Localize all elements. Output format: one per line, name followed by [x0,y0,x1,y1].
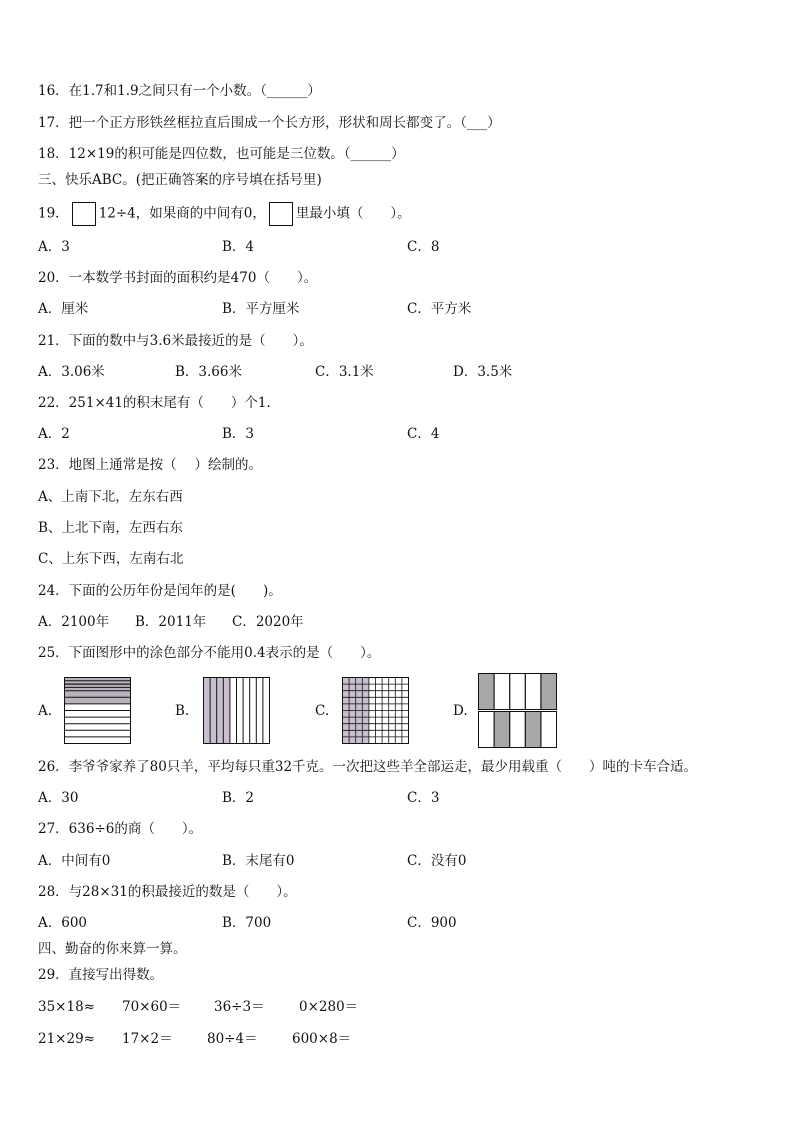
q26-option-b: B．2 [222,790,255,806]
question-22: 22．251×41的积末尾有（ ）个1. [38,395,271,411]
calc-item: 17×2＝ [122,1031,173,1047]
question-17: 17．把一个正方形铁丝框拉直后围成一个长方形，形状和周长都变了。（___） [38,115,501,131]
figure-a-horizontal-stripes [64,677,132,745]
question-21: 21．下面的数中与3.6米最接近的是（ ）。 [38,333,313,349]
question-20: 20．一本数学书封面的面积约是470（ ）。 [38,270,318,286]
q23-option-a: A、上南下北，左东右西 [38,489,183,505]
digit-box [269,202,293,226]
q28-option-c: C．900 [407,915,457,931]
figure-d-label: D. [453,703,468,719]
q24-option-c: C．2020年 [232,614,304,630]
figure-a-label: A. [38,703,53,719]
figure-b-label: B. [175,703,190,719]
q20-option-b: B．平方厘米 [222,301,300,317]
q19-option-c: C．8 [407,239,440,255]
q20-option-c: C．平方米 [407,301,472,317]
figure-d-shaded [525,712,541,748]
q27-option-a: A．中间有0 [38,853,111,869]
figure-d-cell [510,674,526,710]
q27-option-c: C．没有0 [407,853,467,869]
calc-item: 35×18≈ [38,999,95,1015]
figure-d-shaded [541,674,557,710]
q21-option-c: C．3.1米 [315,364,374,380]
q19-number: 19． [38,205,69,222]
question-26: 26．李爷爷家养了80只羊，平均每只重32千克。一次把这些羊全部运走，最少用载重（ ）吨的卡车合适。 [38,759,698,775]
q22-option-a: A．2 [38,426,70,442]
section-4-heading: 四、勤奋的你来算一算。 [38,941,187,957]
question-19 [38,202,411,226]
q19-ask: 里最小填（ ）。 [295,205,411,222]
q19-option-a: A．3 [38,239,70,255]
q26-option-c: C．3 [407,790,440,806]
figure-d-shaded [494,712,510,748]
question-18: 18．12×19的积可能是四位数，也可能是三位数。（______） [38,146,405,162]
q24-option-b: B．2011年 [135,614,207,630]
q26-option-a: A．30 [38,790,79,806]
question-29: 29．直接写出得数。 [38,967,164,983]
digit-box [72,202,96,226]
figure-d-cell [494,674,510,710]
q28-option-a: A．600 [38,915,88,931]
figure-d-cell [479,712,495,748]
q23-option-b: B、上北下南，左西右东 [38,520,183,536]
figure-d-cell [510,712,526,748]
question-28: 28．与28×31的积最接近的数是（ ）。 [38,884,297,900]
q27-option-b: B．末尾有0 [222,853,295,869]
q22-option-c: C．4 [407,426,440,442]
figure-c-label: C. [315,703,330,719]
q21-option-b: B．3.66米 [175,364,242,380]
q21-option-a: A．3.06米 [38,364,105,380]
q24-option-a: A．2100年 [38,614,110,630]
calc-item: 0×280＝ [299,999,359,1015]
question-27: 27．636÷6的商（ ）。 [38,821,203,837]
figure-d-cell [541,712,557,748]
calc-item: 21×29≈ [38,1031,95,1047]
question-16: 16．在1.7和1.9之间只有一个小数。（______） [38,83,321,99]
question-24: 24．下面的公历年份是闰年的是( )。 [38,583,282,599]
q19-expression: 12÷4，如果商的中间有0， [98,205,266,222]
question-23: 23．地图上通常是按（ ）绘制的。 [38,457,262,473]
calc-item: 70×60＝ [122,999,182,1015]
calc-item: 36÷3＝ [214,999,265,1015]
calc-item: 80÷4＝ [207,1031,258,1047]
q23-option-c: C、上东下西，左南右北 [38,551,184,567]
figure-d-rectangles [478,673,558,749]
q22-option-b: B．3 [222,426,255,442]
q19-option-b: B．4 [222,239,255,255]
q20-option-a: A．厘米 [38,301,89,317]
q28-option-b: B．700 [222,915,272,931]
figure-d-cell [525,674,541,710]
q21-option-d: D．3.5米 [453,364,513,380]
figure-c-grid [342,677,410,745]
calc-item: 600×8＝ [292,1031,352,1047]
section-3-heading: 三、快乐ABC。(把正确答案的序号填在括号里) [38,172,322,188]
figure-b-vertical-stripes [203,677,271,745]
figure-d-shaded [479,674,495,710]
question-25: 25．下面图形中的涂色部分不能用0.4表示的是（ ）。 [38,645,381,661]
